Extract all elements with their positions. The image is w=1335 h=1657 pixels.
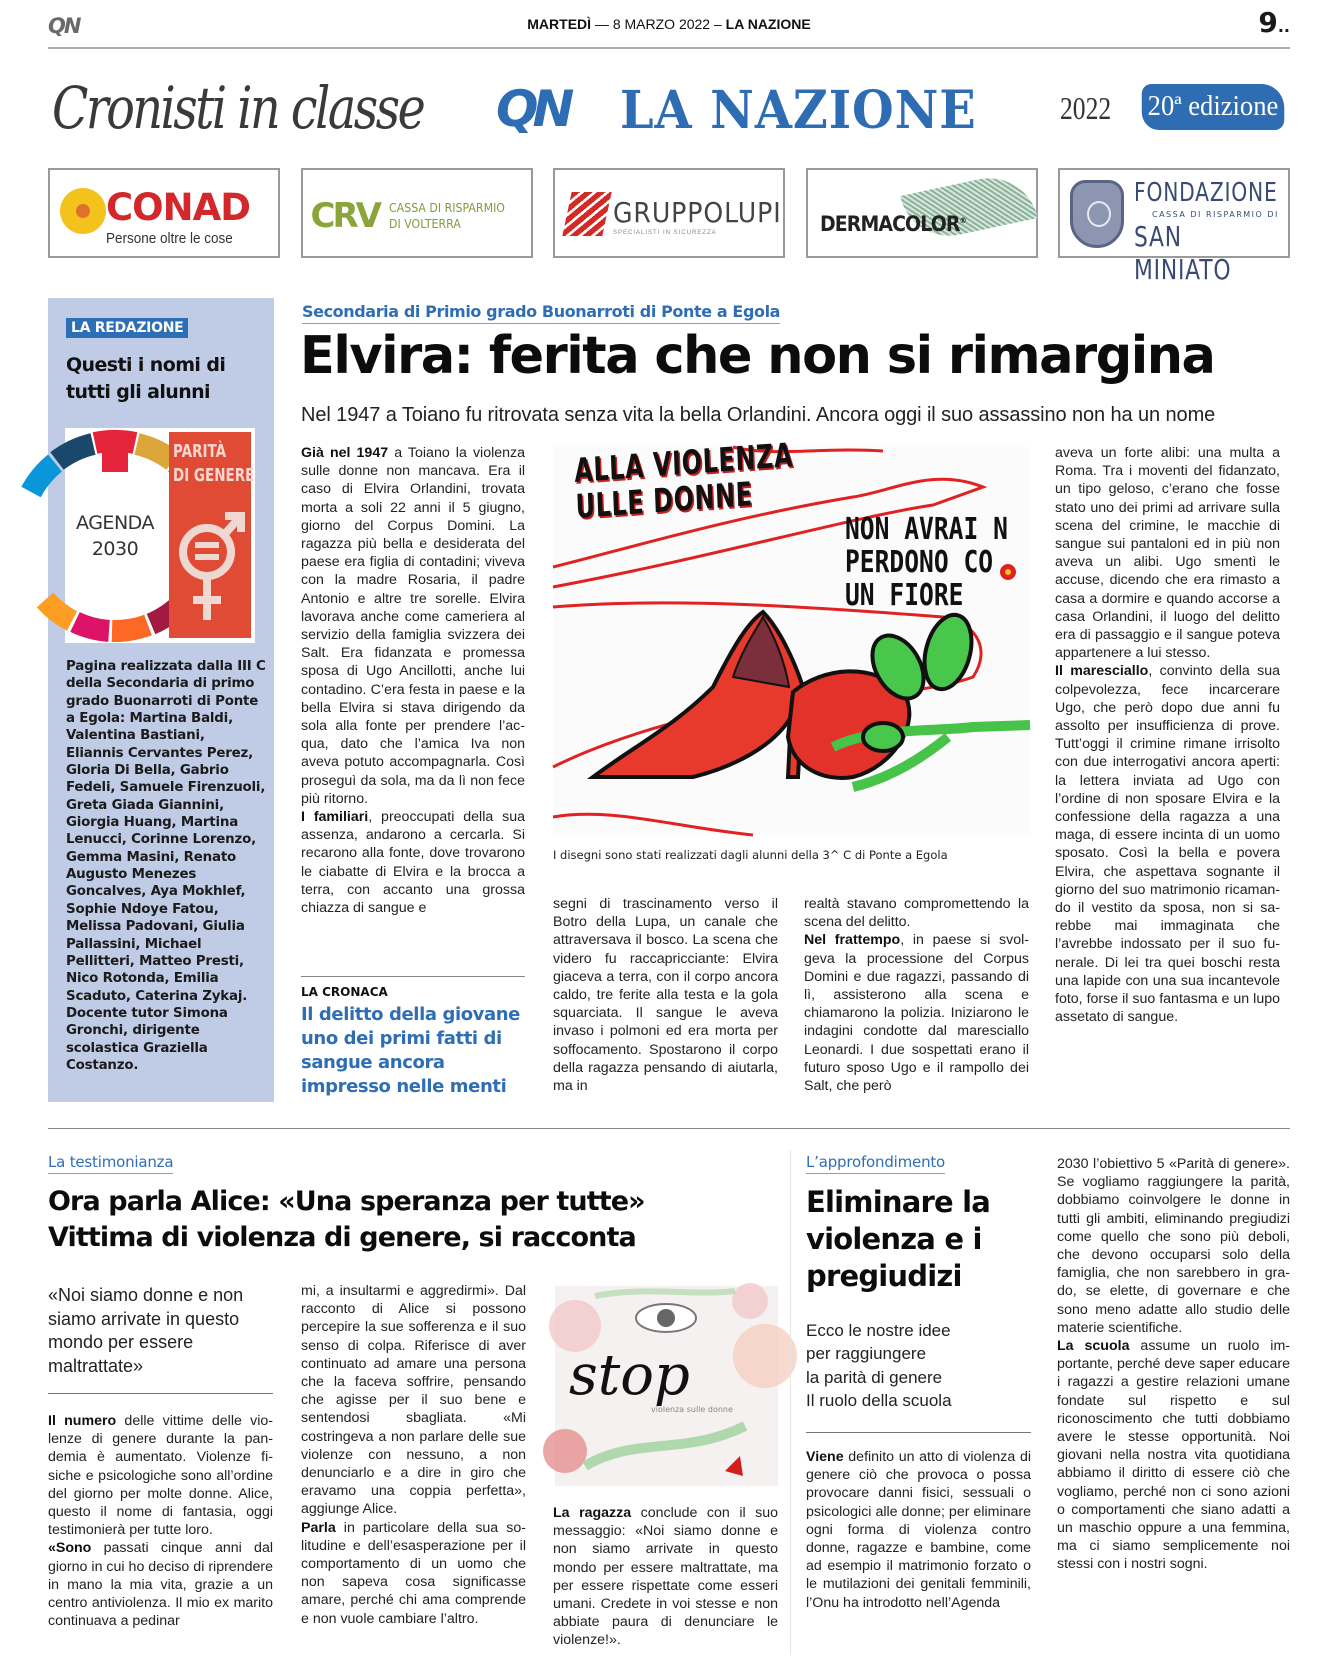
testimony-col3-text: conclude con il suo messaggio: «Noi siamo donne e non siamo arrivate in questo mondo per essere maltrattate, ma per essere rispettate come esseri umani. Credete in voi stesse e non abbiate paura di denunciare le violenze!».: [553, 1505, 778, 1649]
stop-word: stop: [569, 1343, 690, 1408]
cronaca-label: LA CRONACA: [301, 985, 388, 999]
column-separator: [790, 1150, 791, 1655]
insight-sub-line3: la parità di genere: [806, 1367, 943, 1387]
dateline-paper: LA NAZIONE: [725, 16, 811, 32]
gender-parity-text: [173, 440, 254, 488]
fondazione-line2: CASSA DI RISPARMIO DI: [1152, 210, 1279, 219]
main-col1-text2: , preoccupati della sua assenza, andarono a cercarla. Si recarono alla fonte, dove trovarono le ciabatte di Elvira e la brocca a terra, con accanto una grossa chiazza di sangue e: [301, 809, 526, 917]
masthead-year: 2022: [1060, 90, 1112, 126]
page-number: [1258, 6, 1290, 39]
dermacolor-logo-text: [820, 212, 966, 236]
cronaca-title: Il delitto della giovane uno dei primi fatti di sangue ancora impresso nelle menti: [301, 1004, 520, 1097]
qn-logo-small: QN: [48, 14, 80, 38]
sidebar-badge: LA REDAZIONE: [66, 318, 188, 338]
masthead-newspaper: LA NAZIONE: [620, 80, 977, 141]
testimony-column-2: [301, 1282, 526, 1628]
agenda-2030-text: [67, 510, 163, 562]
main-col3-lead: Nel frattempo: [804, 932, 901, 949]
insight-col2-text2: assume un ruolo importante, perché deve saper educare i ragazzi a gestire relazioni umane fondate sul rispetto e sul riconoscimento che tutti dobbiamo avere le stesse opportunità. Noi giovani nella nostra vita quotidiana abbiamo il diritto di essere ciò che vogliamo, perché non ci sono azioni o comportamenti che siano adatti a un maschio oppure a una femmina, ma ci siamo semplicemente noi stessi con i nostri sogni.: [1057, 1338, 1290, 1573]
testimony-col3-lead: La ragazza: [553, 1505, 632, 1521]
testimony-headline-line1: Ora parla Alice: «Una speranza per tutte»: [48, 1186, 645, 1217]
testimony-pull-quote: «Noi siamo donne e non siamo arrivate in questo mondo per essere maltrattate»: [48, 1285, 244, 1376]
main-column-4: [1055, 444, 1280, 1027]
masthead-title: Cronisti in classe: [52, 74, 424, 142]
section-divider: [48, 1128, 1290, 1129]
testimony-col2-text2: in particolare della sua solitudine e dell’esasperazione per il comportamento di un uomo che non sapeva cosa significasse amare, perché chi ama comprende e non vuole cambiare l’altro.: [301, 1519, 526, 1627]
conad-flower-icon: [64, 192, 102, 230]
main-col4-text: aveva un forte alibi: una multa a Roma. Tra i moventi del fidanzato, un tipo geloso, c’erano che fosse stato uno dei primi ad arrivare sulla scena del crimine, le macchie di sangue sui pantaloni ed in più non aveva un alibi. Ugo smentì le accuse, dicendo che era rimasto a casa a dormire e quando accorse a casa Orlandini, il luogo del delitto era di passaggio e il sangue poteva appartenere a lui stesso.: [1055, 445, 1280, 662]
insight-col1-lead: Viene: [806, 1449, 844, 1465]
main-column-2: segni di trascinamento verso il Botro della Lupa, un canale che attraversava il bosco. La scena che videro fu raccapricciante: Elvira giaceva a terra, con il corpo ancora caldo, tre ferite alla testa e la gola squarciata. Il sangue le aveva invaso i polmoni ed era morta per soffocamento. Spostarono il corpo della ragazza pensando di aiutarla, ma in: [553, 896, 778, 1095]
insight-sub-line1: Ecco le nostre idee: [806, 1321, 951, 1340]
stop-violence-drawing: [555, 1286, 778, 1486]
testimony-col1-text2: passati cinque anni dal giorno in cui ho deciso di riprendere in mano la mia vita, grazie a un centro antiviolenza. Il mio ex marito continuava a pedinar: [48, 1540, 273, 1630]
dermacolor-name: DERMACOLOR: [819, 212, 960, 236]
page-number-value: 9: [1258, 6, 1278, 39]
testimony-headline: [48, 1184, 645, 1256]
testimony-col2-lead: Parla: [301, 1519, 336, 1536]
main-col1-text: a Toiano la violenza sulle donne non mancava. Era il caso di Elvira Orlandini, trovata morta a soli 22 anni il 5 giugno, giorno del Corpus Domini. La ragazza più bella e desiderata del paese era figlia di contadini; viveva con la madre Rosaria, il padre Antonio e altre tre sorelle. Elvira lavorava anche come cameriera al servizio della famiglia svizzera dei Salt. Era fidanzata e promessa sposa di Ugo Ancillotti, anche lui contadino. C’era festa in paese e la bella Elvira si stava dirigendo da sola alla fonte per prendere l’acqua, dato che l’amica Iva non aveva potuto accompagnarla. Così proseguì da sola, ma da lì non fece più ritorno.: [301, 445, 525, 807]
dateline-day: MARTEDÌ: [527, 16, 592, 32]
insight-col2-text: 2030 l’obiettivo 5 «Parità di genere». Se vogliamo raggiungere la parità, dobbiamo coinvolgere le donne in tutti gli ambiti, eliminando pregiudizi come quello che sono più deboli, che devono occuparsi solo della famiglia, che non sarebbero in grado, se elette, di governare e che sono meno adatte allo studio delle materie scientifiche.: [1057, 1156, 1290, 1336]
stop-subtext: violenza sulle donne: [651, 1405, 733, 1414]
agenda-line1: AGENDA: [76, 512, 154, 534]
insight-column-1: [806, 1448, 1031, 1612]
insight-rule: [806, 1432, 1031, 1433]
main-col1-lead: Già nel 1947: [301, 445, 389, 461]
cronaca-rule: [301, 976, 525, 977]
sponsor-crv: [301, 168, 533, 258]
drawing-red-shoe-image: [553, 435, 1030, 835]
fondazione-line1: FONDAZIONE: [1134, 178, 1278, 208]
testimony-col2-text: mi, a insultarmi e aggredirmi». Dal racconto di Alice si possono percepire la sue sofferenza e il suo senso di colpa. Riferisce di aver continuato ad amare una persona che la faceva soffrire, pensando che agisse per il suo bene e sentendosi sbagliata. «Mi costringeva a non parlare delle sue violenze con nessuno, a non denunciarlo e a dire in giro che eravamo una coppia perfetta», aggiunge Alice.: [301, 1283, 526, 1518]
masthead-qn-logo: QN: [496, 80, 569, 138]
crv-tagline-line2: DI VOLTERRA: [388, 216, 461, 231]
crv-tagline-line1: CASSA DI RISPARMIO: [388, 200, 505, 215]
testimony-kicker: La testimonianza: [48, 1153, 173, 1174]
insight-column-2: [1057, 1155, 1290, 1574]
testimony-col1-lead: Il numero: [48, 1413, 117, 1429]
gruppolupi-tagline: SPECIALISTI IN SICUREZZA: [613, 230, 717, 236]
conad-tagline: Persone oltre le cose: [106, 230, 233, 247]
gruppolupi-logo-text: GRUPPOLUPI: [613, 196, 782, 229]
sidebar-redazione: [48, 298, 274, 1102]
main-col3-text: realtà stavano compromettendo la scena del delitto.: [804, 896, 1029, 931]
gender-equality-icon: [177, 508, 247, 628]
sdg-wheel-icon: [65, 428, 163, 643]
drawing-text-left: ALLA VIOLENZA ULLE DONNE: [573, 435, 794, 526]
sponsor-gruppolupi: [553, 168, 785, 258]
sponsor-conad: [48, 168, 280, 258]
header-rule: [48, 47, 1290, 49]
insight-col2-lead: La scuola: [1057, 1338, 1130, 1355]
masthead-edition-badge: 20ª edizione: [1142, 84, 1285, 130]
insight-sub-line2: per raggiungere: [806, 1344, 927, 1364]
parity-line1: PARITÀ: [173, 441, 227, 462]
main-col1-lead2: I familiari: [301, 809, 369, 826]
crv-logo: CRV: [310, 196, 379, 236]
masthead: [48, 70, 1290, 150]
main-kicker: Secondaria di Primio grado Buonarroti di Ponte a Egola: [302, 302, 780, 324]
drawing-text-right: NON AVRAI N PERDONO CO UN FIORE: [845, 512, 1008, 613]
main-column-1: [301, 444, 525, 917]
image-caption: I disegni sono stati realizzati dagli alunni della 3^ C di Ponte a Egola: [553, 848, 948, 862]
fondazione-line3: SAN MINIATO: [1134, 220, 1232, 286]
main-column-3: [804, 895, 1029, 1095]
main-headline: Elvira: ferita che non si rimargina: [300, 326, 1215, 386]
agenda-line2: 2030: [91, 538, 139, 560]
insight-subheadline: [806, 1319, 1031, 1412]
gruppolupi-mark-icon: [562, 192, 611, 236]
dermacolor-registered-mark: ®: [959, 216, 966, 225]
agenda-2030-image: [65, 428, 255, 643]
conad-logo-text: CONAD: [106, 186, 250, 229]
sponsor-strip: [48, 168, 1290, 286]
page-number-dots: ..: [1277, 17, 1290, 36]
insight-col1-text: definito un atto di violenza di genere ciò che provoca o possa provocare danni fisici, sessuali o psicologici alle donne; per eliminare ogni forma di violenza contro donne, ragazze e bambine, come ad esempio il matrimonio forzato o le mutilazioni dei genitali femminili, l’Onu ha introdotto nell’Agenda: [806, 1449, 1031, 1611]
page-header: [48, 6, 1290, 50]
sidebar-title: Questi i nomi di tutti gli alunni: [66, 354, 226, 403]
crv-tagline: [389, 200, 505, 232]
sponsor-dermacolor: [806, 168, 1038, 258]
testimony-column-3: [553, 1504, 778, 1650]
dateline: MARTEDÌ — 8 MARZO 2022 – LA NAZIONE: [527, 16, 811, 32]
insight-headline: Eliminare la violenza e i pregiudizi: [806, 1185, 991, 1293]
sponsor-fondazione: [1058, 168, 1290, 286]
main-col4-lead: Il maresciallo: [1055, 663, 1149, 680]
quote-rule: [48, 1393, 273, 1394]
testimony-headline-line2: Vittima di violenza di genere, si racconta: [48, 1222, 636, 1253]
main-col3-text2: , in paese si svolgeva la processione del Corpus Domini e due ragazzi, passando di lì, assisterono alla scena e chiamarono la polizia. Iniziarono le indagini condotte dal maresciallo Leonardi. I due sospettati erano il futuro sposo Ugo e il rampollo dei Salt, che però: [804, 932, 1029, 1095]
testimony-column-1: [48, 1412, 273, 1630]
main-subheadline: Nel 1947 a Toiano fu ritrovata senza vita la bella Orlandini. Ancora oggi il suo assassino non ha un nome: [301, 404, 1216, 426]
parity-line2: DI GENERE: [173, 465, 255, 486]
insight-kicker: L’approfondimento: [806, 1153, 945, 1174]
testimony-col1-text: delle vittime delle violenze di genere durante la pandemia è aumentato. Violenze fisiche e psicologiche sono all’ordine del giorno per molte donne. Alice, questo il nome di fantasia, oggi testimonierà per tutte loro.: [48, 1413, 273, 1539]
sidebar-credits: Pagina realizzata dalla III C della Secondaria di primo grado Buonarroti di Ponte a Egola: Martina Baldi, Valentina Bastiani, Eliannis Cervantes Perez, Gloria Di Bella, Gabrio Fedeli, Samuele Firenzuoli, Greta Giada Giannini, Giorgia Huang, Martina Lenucci, Corinne Lorenzo, Gemma Masini, Renato Augusto Menezes Goncalves, Aya Mokhlef, Sophie Ndoye Fatou, Melissa Padovani, Giulia Pallassini, Michael Pellitteri, Matteo Presti, Nico Rotonda, Emilia Scaduto, Caterina Zykaj. Docente tutor Simona Gronchi, dirigente scolastica Graziella Costanzo.: [66, 659, 266, 1073]
gender-parity-tile: [169, 432, 255, 638]
main-col4-text2: , convinto della sua colpevolezza, fece incarcerare Ugo, che però dopo due anni fu assolto per insufficienza di prove. Tutt’oggi il crimine rimane irrisolto con due interrogativi ancora aperti: la lettera inviata ad Ugo con l’ordine di non sposare Elvira e la confessione della ragazza a una maga, di essere incinta di un uomo sposato. Così la bella e povera Elvira, che aspettava sognante il giorno del suo matrimonio ricamando il vestito da sposa, non si sarebbe mai immaginata che l’avrebbe indossato per il suo funerale. Di lei tra quei boschi resta una lapide con una sua incantevole foto, forse il suo fantasma e un lupo assetato di sangue.: [1055, 663, 1280, 1026]
dateline-date: 8 MARZO 2022: [612, 16, 711, 32]
testimony-col1-lead2: «Sono: [48, 1540, 92, 1557]
insight-sub-line4: Il ruolo della scuola: [806, 1390, 952, 1410]
fondazione-crest-icon: [1070, 180, 1124, 248]
